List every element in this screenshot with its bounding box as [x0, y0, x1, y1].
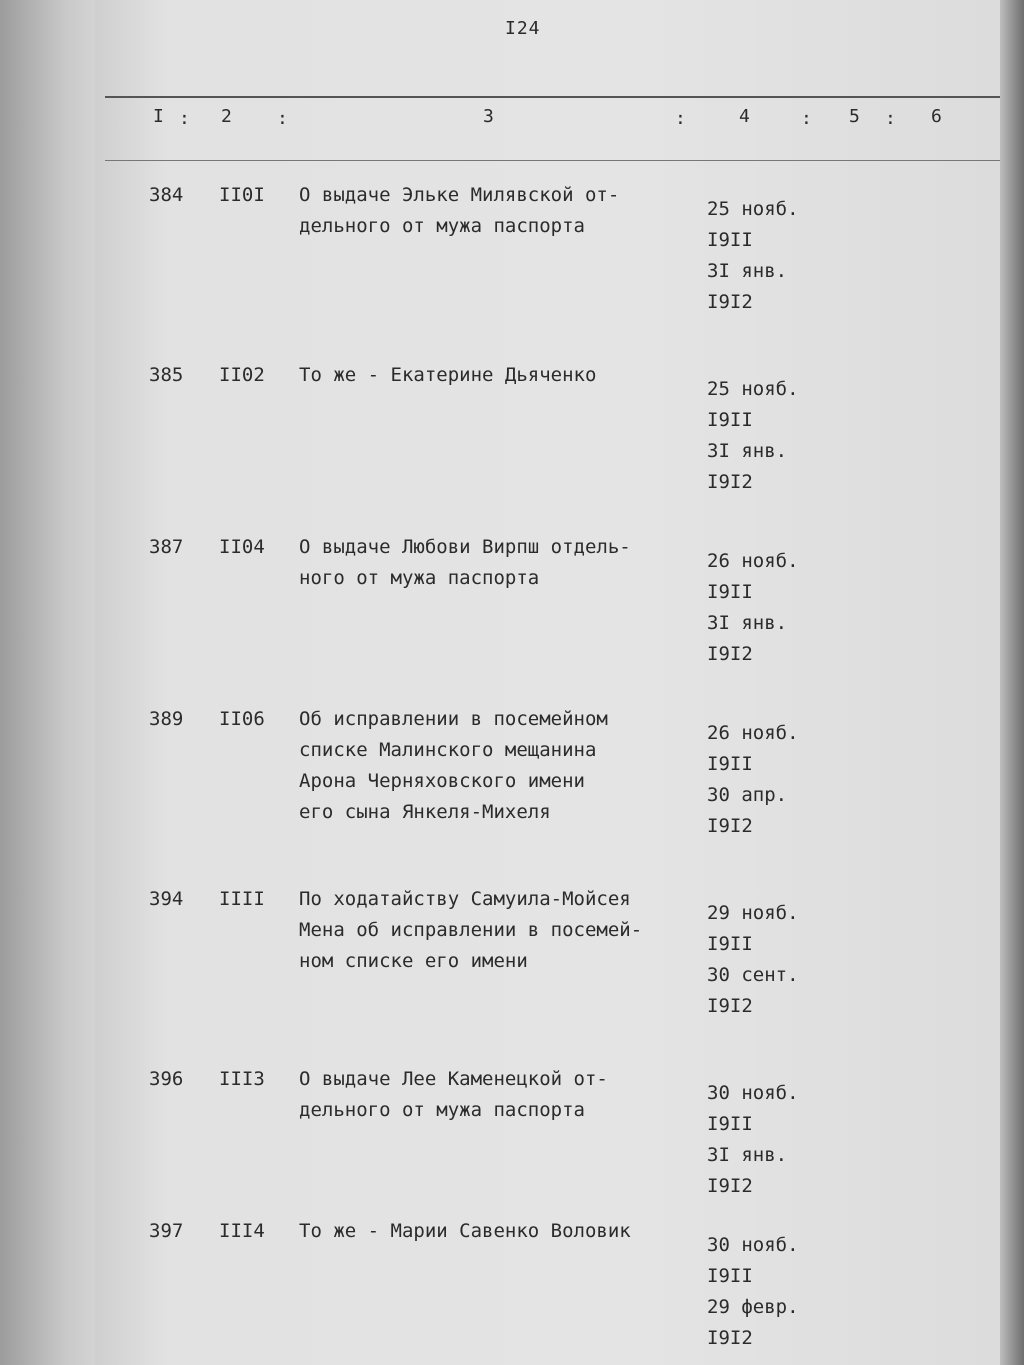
- description-line: Арона Черняховского имени: [299, 770, 585, 792]
- date-line: I9II: [707, 229, 753, 251]
- column-separator: :: [885, 108, 896, 129]
- date-line: I9I2: [707, 1327, 753, 1349]
- entry-dates: [707, 1078, 799, 1202]
- entry-description: [299, 704, 699, 828]
- column-header-6: 6: [931, 106, 942, 127]
- date-line: I9II: [707, 581, 753, 603]
- description-line: То же - Марии Савенко Воловик: [299, 1220, 631, 1242]
- description-line: О выдаче Любови Вирпш отдель-: [299, 536, 631, 558]
- column-separator: :: [801, 108, 812, 129]
- header-rule-top: [105, 96, 1000, 98]
- date-line: 30 нояб.: [707, 1234, 799, 1256]
- column-separator: :: [675, 108, 686, 129]
- column-header-4: 4: [739, 106, 750, 127]
- entry-dates: [707, 546, 799, 670]
- description-line: списке Малинского мещанина: [299, 739, 597, 761]
- document-page: [95, 0, 1000, 1365]
- column-header-1: I: [153, 106, 164, 127]
- entry-dates: [707, 194, 799, 318]
- description-line: Об исправлении в посемейном: [299, 708, 608, 730]
- date-line: I9I2: [707, 643, 753, 665]
- entry-code: II02: [219, 364, 265, 386]
- entry-dates: [707, 1230, 799, 1354]
- entry-number: 396: [149, 1068, 184, 1090]
- entry-number: 387: [149, 536, 184, 558]
- description-line: ном списке его имени: [299, 950, 528, 972]
- description-line: О выдаче Эльке Милявской от-: [299, 184, 620, 206]
- date-line: I9II: [707, 753, 753, 775]
- description-line: Мена об исправлении в посемей-: [299, 919, 643, 941]
- entry-description: [299, 180, 699, 242]
- entry-description: [299, 532, 699, 594]
- column-header-3: 3: [483, 106, 494, 127]
- description-line: О выдаче Лее Каменецкой от-: [299, 1068, 608, 1090]
- entry-code: III3: [219, 1068, 265, 1090]
- description-line: дельного от мужа паспорта: [299, 215, 585, 237]
- date-line: 3I янв.: [707, 612, 788, 634]
- description-line: его сына Янкеля-Михеля: [299, 801, 551, 823]
- column-separator: :: [179, 108, 190, 129]
- date-line: 3I янв.: [707, 260, 788, 282]
- entry-number: 394: [149, 888, 184, 910]
- entry-dates: [707, 374, 799, 498]
- date-line: 30 апр.: [707, 784, 788, 806]
- date-line: I9II: [707, 1265, 753, 1287]
- date-line: 25 нояб.: [707, 198, 799, 220]
- entry-code: II04: [219, 536, 265, 558]
- entry-description: [299, 1064, 699, 1126]
- date-line: 29 февр.: [707, 1296, 799, 1318]
- facing-page-edge: [0, 0, 110, 1365]
- entry-code: IIII: [219, 888, 265, 910]
- entry-description: [299, 884, 699, 977]
- entry-description: [299, 360, 699, 391]
- date-line: 3I янв.: [707, 1144, 788, 1166]
- column-header-5: 5: [849, 106, 860, 127]
- description-line: ного от мужа паспорта: [299, 567, 540, 589]
- date-line: I9I2: [707, 471, 753, 493]
- entry-description: [299, 1216, 699, 1247]
- date-line: I9I2: [707, 1175, 753, 1197]
- date-line: 30 нояб.: [707, 1082, 799, 1104]
- date-line: 29 нояб.: [707, 902, 799, 924]
- date-line: I9I2: [707, 291, 753, 313]
- entry-number: 397: [149, 1220, 184, 1242]
- page-edge-shadow: [1000, 0, 1024, 1365]
- entry-number: 384: [149, 184, 184, 206]
- date-line: I9II: [707, 933, 753, 955]
- entry-number: 385: [149, 364, 184, 386]
- date-line: I9I2: [707, 995, 753, 1017]
- header-rule-bottom: [105, 160, 1000, 161]
- date-line: 25 нояб.: [707, 378, 799, 400]
- page-number: I24: [505, 18, 541, 39]
- entry-dates: [707, 718, 799, 842]
- date-line: 30 сент.: [707, 964, 799, 986]
- date-line: 26 нояб.: [707, 722, 799, 744]
- description-line: То же - Екатерине Дьяченко: [299, 364, 597, 386]
- entry-dates: [707, 898, 799, 1022]
- description-line: По ходатайству Самуила-Мойсея: [299, 888, 631, 910]
- entry-code: II06: [219, 708, 265, 730]
- entry-code: II0I: [219, 184, 265, 206]
- entry-code: III4: [219, 1220, 265, 1242]
- date-line: 3I янв.: [707, 440, 788, 462]
- description-line: дельного от мужа паспорта: [299, 1099, 585, 1121]
- date-line: I9II: [707, 409, 753, 431]
- entry-number: 389: [149, 708, 184, 730]
- date-line: I9I2: [707, 815, 753, 837]
- column-separator: :: [277, 108, 288, 129]
- date-line: 26 нояб.: [707, 550, 799, 572]
- date-line: I9II: [707, 1113, 753, 1135]
- column-header-2: 2: [221, 106, 232, 127]
